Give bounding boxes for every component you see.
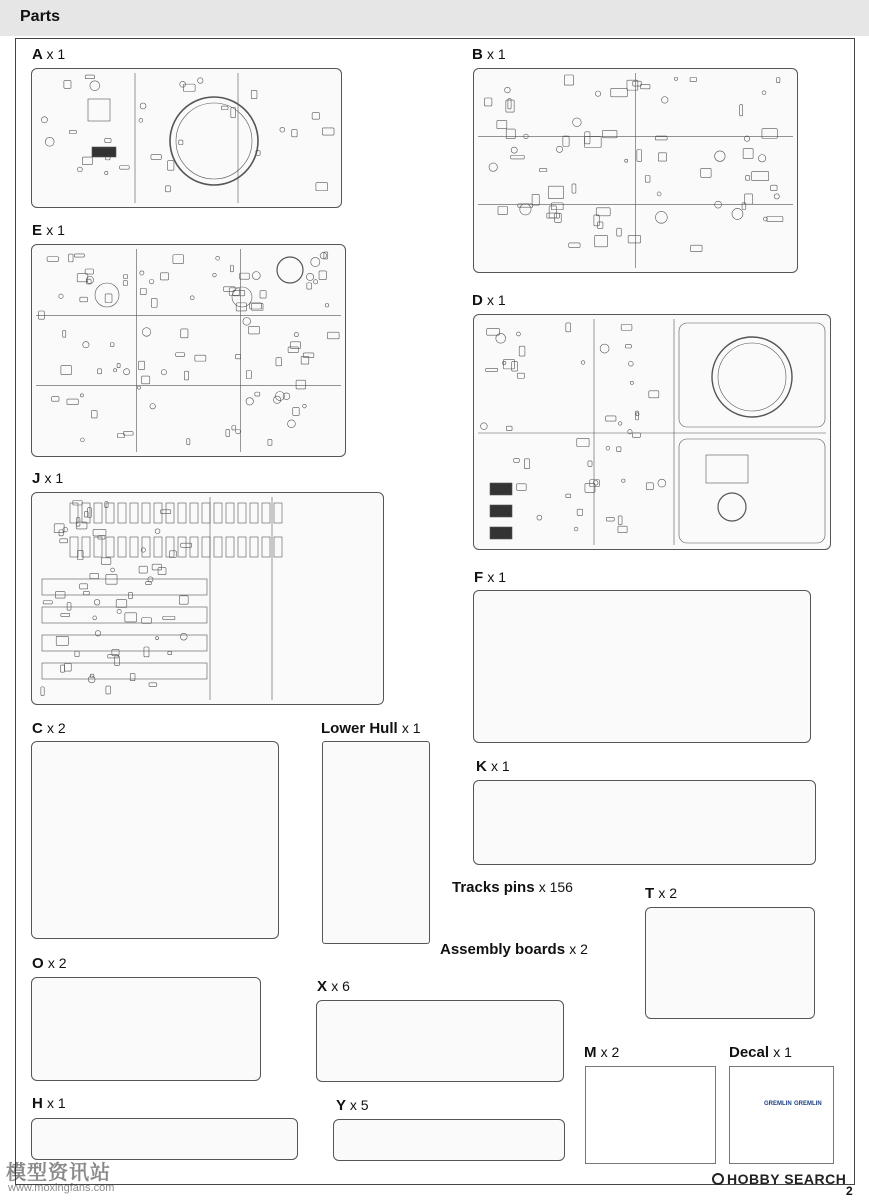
sprue-assembly-boards [497,966,549,986]
sprue-x [316,1000,564,1082]
decal-sheet [729,1066,834,1164]
page-title: Parts [20,8,61,25]
label-x: X x 6 [317,978,350,995]
sprue-drawing [32,493,383,704]
label-y: Y x 5 [336,1097,369,1114]
sprue-j [31,492,384,705]
sprue-o [31,977,261,1081]
label-m: M x 2 [584,1044,620,1061]
label-j: J x 1 [32,470,64,487]
label-tracks-pins: Tracks pins x 156 [452,879,573,896]
sprue-d [473,314,831,550]
label-assembly-boards: Assembly boards x 2 [440,941,588,958]
sprue-e [31,244,346,457]
photo-etch-m [585,1066,716,1164]
sprue-c [31,741,279,939]
sprue-drawing [32,245,345,456]
label-e: E x 1 [32,222,65,239]
hobby-search-logo [712,1171,846,1187]
hobby-search-logo-icon [712,1173,724,1185]
label-h: H x 1 [32,1095,66,1112]
sprue-drawing [32,69,341,207]
hobby-search-logo-text: HOBBY SEARCH [727,1171,847,1187]
sprue-lower-hull [322,741,430,944]
sprue-f [473,590,811,743]
decal-text-1: GREMLIN [764,1101,792,1107]
sprue-b [473,68,798,273]
page-number: 2 [846,1184,853,1198]
label-d: D x 1 [472,292,506,309]
watermark-url: www.moxingfans.com [8,1182,115,1194]
label-b: B x 1 [472,46,506,63]
label-k: K x 1 [476,758,510,775]
label-t: T x 2 [645,885,678,902]
decal-text-2: GREMLIN [794,1101,822,1107]
watermark-cn: 模型资讯站 [6,1162,111,1184]
label-a: A x 1 [32,46,66,63]
sprue-tracks-pins [480,903,568,930]
sprue-y [333,1119,565,1161]
header-bar [0,0,869,36]
label-decal: Decal x 1 [729,1044,792,1061]
sprue-drawing [474,69,797,272]
sprue-t [645,907,815,1019]
sprue-k [473,780,816,865]
label-f: F x 1 [474,569,507,586]
label-o: O x 2 [32,955,67,972]
label-lower-hull: Lower Hull x 1 [321,720,421,737]
sprue-a [31,68,342,208]
label-c: C x 2 [32,720,66,737]
sprue-drawing [474,315,830,549]
sprue-h [31,1118,298,1160]
